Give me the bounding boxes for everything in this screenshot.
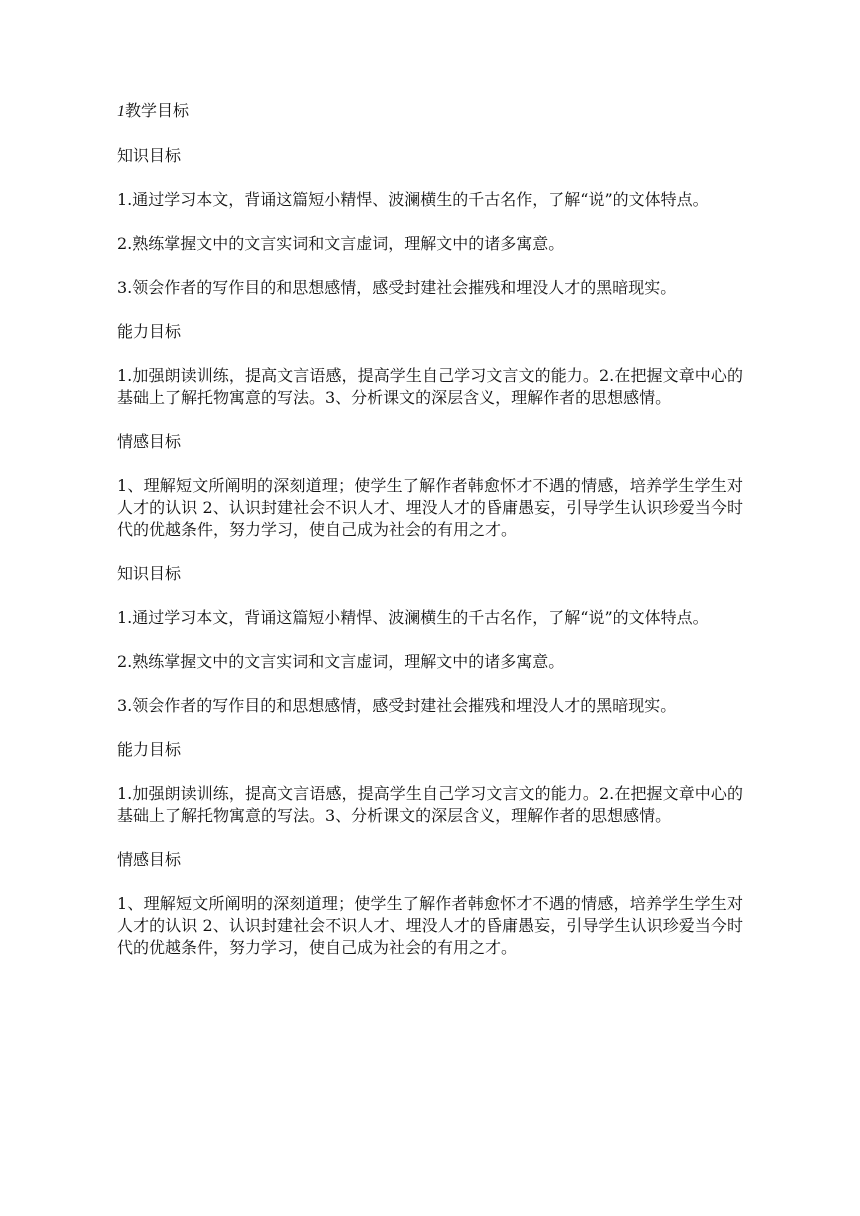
section-title: 情感目标 [117, 432, 182, 451]
paragraph: 1.加强朗读训练，提高文言语感，提高学生自己学习文言文的能力。2.在把握文章中心的基础上了解托物寓意的写法。3、分析课文的深层含义，理解作者的思想感情。 [117, 366, 743, 407]
paragraph: 2.熟练掌握文中的文言实词和文言虚词，理解文中的诸多寓意。 [117, 234, 565, 253]
paragraph: 1.通过学习本文，背诵这篇短小精悍、波澜横生的千古名作，了解“说”的文体特点。 [117, 190, 709, 209]
heading-number: 1 [117, 103, 125, 120]
section-title: 知识目标 [117, 564, 182, 583]
section-title: 情感目标 [117, 850, 182, 869]
main-heading [117, 100, 743, 123]
document-body [117, 145, 743, 959]
document-page [117, 100, 743, 981]
paragraph: 3.领会作者的写作目的和思想感情，感受封建社会摧残和埋没人才的黑暗现实。 [117, 278, 677, 297]
paragraph: 1、理解短文所阐明的深刻道理；使学生了解作者韩愈怀才不遇的情感，培养学生学生对人才的认识 2、认识封建社会不识人才、埋没人才的昏庸愚妄，引导学生认识珍爱当今时代的优越条件，努力学习，使自己成为社会的有用之才。 [117, 894, 743, 957]
section-title: 能力目标 [117, 740, 182, 759]
paragraph: 1.通过学习本文，背诵这篇短小精悍、波澜横生的千古名作，了解“说”的文体特点。 [117, 608, 709, 627]
paragraph: 1、理解短文所阐明的深刻道理；使学生了解作者韩愈怀才不遇的情感，培养学生学生对人才的认识 2、认识封建社会不识人才、埋没人才的昏庸愚妄，引导学生认识珍爱当今时代的优越条件，努力学习，使自己成为社会的有用之才。 [117, 476, 743, 539]
section-title: 知识目标 [117, 146, 182, 165]
paragraph: 2.熟练掌握文中的文言实词和文言虚词，理解文中的诸多寓意。 [117, 652, 565, 671]
section-title: 能力目标 [117, 322, 182, 341]
heading-text: 教学目标 [125, 101, 190, 120]
paragraph: 3.领会作者的写作目的和思想感情，感受封建社会摧残和埋没人才的黑暗现实。 [117, 696, 677, 715]
paragraph: 1.加强朗读训练，提高文言语感，提高学生自己学习文言文的能力。2.在把握文章中心的基础上了解托物寓意的写法。3、分析课文的深层含义，理解作者的思想感情。 [117, 784, 743, 825]
